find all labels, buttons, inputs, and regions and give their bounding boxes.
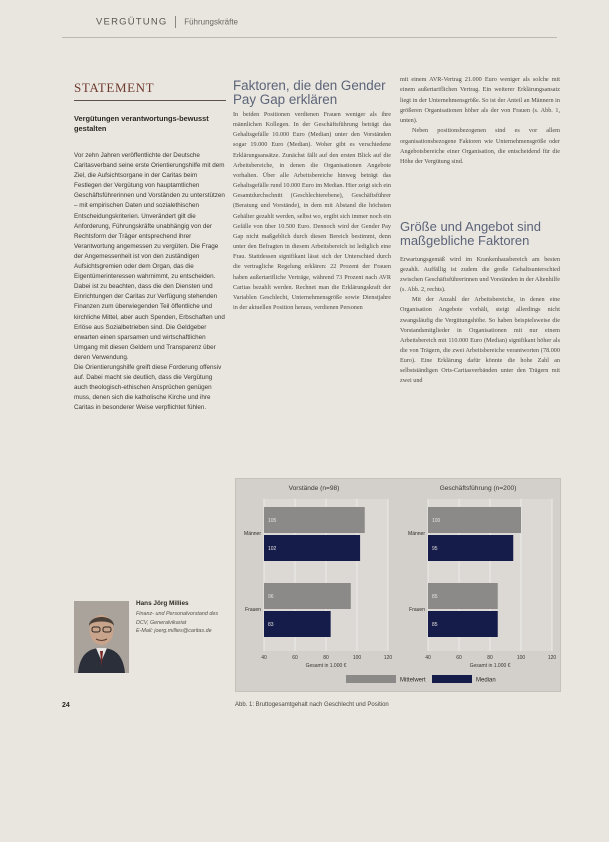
bar-value-label: 100 <box>432 518 441 524</box>
article-heading: Faktoren, die den Gender Pay Gap erklären <box>233 78 386 107</box>
bar-value-label: 85 <box>432 622 438 628</box>
running-head <box>96 16 238 28</box>
chart-panel <box>235 478 561 692</box>
statement-body <box>74 151 226 413</box>
legend-label-mittelwert: Mittelwert <box>400 677 426 684</box>
bar-median <box>428 535 513 561</box>
x-tick-label: 100 <box>516 655 526 661</box>
legend-swatch-median <box>432 675 472 683</box>
page-number: 24 <box>62 702 70 709</box>
top-rule <box>62 37 557 38</box>
article-paragraph-right-2: Neben positionsbezogenen sind es vor allem organisationsbezogene Faktoren wie Unternehmensgröße oder Angebotsbereiche einer Organisation, die entscheidend für die Höhe der Vergütung sind. <box>400 127 560 166</box>
article-paragraph-right-3: Erwartungsgemäß wird im Krankenhausbereich am besten gezahlt. Auffällig ist zudem die große Gehaltsunterschied zwischen Geschäftsführerinnen und Vorständen in der Altenhilfe (s. Abb. 2, rechts). <box>400 256 560 294</box>
salary-chart <box>236 479 560 691</box>
article-body-right-top <box>400 75 560 168</box>
x-axis-label: Gesamt in 1.000 € <box>305 663 347 669</box>
running-head-section: VERGÜTUNG <box>96 16 168 28</box>
legend-swatch-mittelwert <box>346 675 396 683</box>
author-name: Hans Jörg Millies <box>136 600 189 607</box>
bar-value-label: 105 <box>268 518 277 524</box>
x-tick-label: 80 <box>323 655 329 661</box>
bar-value-label: 102 <box>268 546 277 552</box>
running-head-subsection: Führungskräfte <box>184 17 238 27</box>
statement-paragraph-2: Die Orientierungshilfe greift diese Forderung offensiv auf. Dabei macht sie deutlich, dass die Vergütung auch theologisch-ethischen Ansprüchen genügen muss, denen sich die katholische Kirche und ihre Caritas in besonderer Weise verpflichtet fühlen. <box>74 363 222 412</box>
x-tick-label: 60 <box>456 655 462 661</box>
chart-title: Geschäftsführung (n=200) <box>439 485 517 492</box>
author-info <box>136 600 226 636</box>
author-photo <box>74 601 129 673</box>
x-tick-label: 40 <box>425 655 431 661</box>
category-label: Frauen <box>245 607 261 613</box>
statement-paragraph-1: Vor zehn Jahren veröffentlichte der Deutsche Caritasverband seine erste Orientierungshilfe mit dem Ziel, die Aufsichtsorgane in der Caritas beim Festlegen der Vergütung von hauptamtlichen Geschäftsführerinnen und Vorständen zu unterstützen – mit empirischen Daten und sozialethischen Entscheidungskriterien. Unverändert gilt die Anforderung, Führungskräfte unabhängig von der Rechtsform der Träger entsprechend ihrer Verantwortung angemessen zu vergüten. Die Frage der Angemessenheit ist von den zuständigen Aufsichtsgremien oder dem Organ, das die Eigentümerinteressen wahrnimmt, zu entscheiden. Dabei ist zu beachten, dass die den Diensten und Einrichtungen der Caritas zur Verfügung stehenden Finanzen zum überwiegenden Teil öffentliche und kirchliche Mittel, aber auch Spenden, Erbschaften und Erlöse aus Sozialbetrieben sind. Die Geldgeber erwarten einen sparsamen und wirtschaftlichen Umgang mit diesen Geldern und Transparenz über deren Verwendung. <box>74 152 225 361</box>
article-body-right <box>400 255 560 386</box>
author-email: E-Mail: joerg.millies@caritas.de <box>136 628 212 635</box>
bar-value-label: 95 <box>432 546 438 552</box>
bar-mittelwert <box>264 583 351 609</box>
x-tick-label: 120 <box>383 655 393 661</box>
x-tick-label: 40 <box>261 655 267 661</box>
x-tick-label: 100 <box>352 655 362 661</box>
bar-median <box>428 611 498 637</box>
bar-mittelwert <box>264 507 365 533</box>
chart-title: Vorstände (n=98) <box>288 485 340 492</box>
x-tick-label: 60 <box>292 655 298 661</box>
author-portrait-image <box>74 601 129 673</box>
article-subheading: Größe und Angebot sind maßgebliche Faktoren <box>400 219 541 248</box>
bar-value-label: 83 <box>268 622 274 628</box>
bar-value-label: 85 <box>432 594 438 600</box>
category-label: Männer <box>408 531 425 537</box>
bar-median <box>264 535 360 561</box>
article-paragraph-right-1: mit einem AVR-Vertrag 21.000 Euro weniger als solche mit einem außertariflichen Vertrag. Ein weiterer Erklärungsansatz liegt in der Unternehmensgröße. So ist der Anteil an Männern in größeren Organisationen höher als der von Frauen (s. Abb. 1, unten). <box>400 76 560 125</box>
x-tick-label: 80 <box>487 655 493 661</box>
statement-rule <box>74 100 226 101</box>
bar-value-label: 96 <box>268 594 274 600</box>
running-head-divider <box>175 16 176 28</box>
x-axis-label: Gesamt in 1.000 € <box>469 663 511 669</box>
author-role: Finanz- und Personalvorstand des DCV, Generalvikariat <box>136 611 219 626</box>
statement-label: STATEMENT <box>74 80 155 95</box>
bar-mittelwert <box>428 583 498 609</box>
figure-caption: Abb. 1: Bruttogesamtgehalt nach Geschlecht und Position <box>235 702 389 708</box>
legend-label-median: Median <box>476 677 496 684</box>
bar-mittelwert <box>428 507 521 533</box>
statement-heading: Vergütungen verantwortungs-bewusst gestalten <box>74 114 209 133</box>
category-label: Männer <box>244 531 261 537</box>
x-tick-label: 120 <box>547 655 557 661</box>
article-body-middle: In beiden Positionen verdienen Frauen weniger als ihre männlichen Kollegen. In der Geschäftsführung beträgt das Gehaltsgefälle 10.000 Euro (Median) unter den Vorständen sogar 19.000 Euro (Median). Woher gibt es verschiedene Erklärungsansätze. Zunächst fällt auf den ersten Blick auf die Arbeitsbereiche, in denen die Organisationen Angebote vorhalten. Über alle Arbeitsbereiche hinweg beträgt das Gehaltsgefälle rund 10.000 Euro im Median. Hier zeigt sich ein Gesamtdurchschnitt (Geschlechterebene), Geschäftsführer (Beratung und Vorstände), in dem mit Abstand die höchsten Gehälter gezahlt werden, selbst wo, ergibt sich immer noch ein Gefälle von über 10.500 Euro. Dennoch wird der Gender Pay Gap nicht maßgeblich durch diesen Bereich bestimmt, denn unter den Befragten in diesem Arbeitsbereich ist lediglich eine Frau. Stattdessen signifikant lässt sich der Unterschied durch die vertragliche Regelung erklären: 22 Prozent der Frauen haben außertarifliche Verträge, während 73 Prozent nach AVR Caritas bezahlt werden. Rechnet man die Erklärungskraft der Variablen Geschlecht, Unternehmensgröße sowie Dienstjahre in der aktuellen Position heraus, verdienen Personen <box>233 111 391 311</box>
article-paragraph-right-4: Mit der Anzahl der Arbeitsbereiche, in denen eine Organisation Angebote vorhält, steigt allerdings nicht zwangsläufig die Vergütungshöhe. So haben beispielsweise die Vorstandsmitglieder in Organisationen mit nur einem Arbeitsbereich mit 110.000 Euro (Median) signifikant höher als die von Trägern, die zwei Arbeitsbereiche verantworten (78.000 Euro). Eine Erklärung dafür könnte die hohe Zahl an selbstständigen Orts-Caritasverbänden unter den Trägern mit zwei und <box>400 296 560 385</box>
category-label: Frauen <box>409 607 425 613</box>
bar-median <box>264 611 331 637</box>
